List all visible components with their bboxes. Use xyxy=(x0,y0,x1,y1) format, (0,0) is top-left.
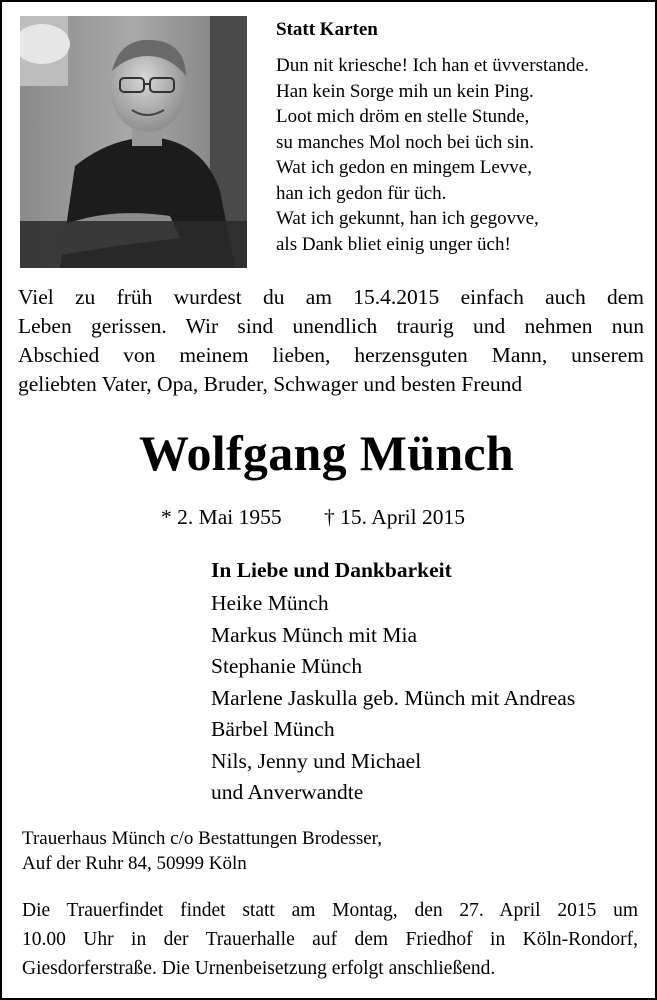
intro-line: Viel zu früh wurdest du am 15.4.2015 einfach auch dem xyxy=(18,285,644,309)
mourner-name: und Anverwandte xyxy=(211,780,364,804)
mourner-name: Stephanie Münch xyxy=(211,654,363,678)
poem-line: Han kein Sorge mih un kein Ping. xyxy=(276,80,534,102)
mourner-name: Heike Münch xyxy=(211,591,329,615)
poem-line: Wat ich gedon en mingem Levve, xyxy=(276,157,532,178)
poem-line: Dun nit kriesche! Ich han et üvverstande. xyxy=(276,55,589,76)
address-line: Trauerhaus Münch c/o Bestattungen Brodesser, xyxy=(22,828,382,849)
birth-date: * 2. Mai 1955 xyxy=(161,505,282,529)
mourners-heading: In Liebe und Dankbarkeit xyxy=(211,558,452,582)
ceremony-line: Die Trauerfindet findet statt am Montag, den 27. April 2015 um xyxy=(22,900,638,921)
ceremony-line: Giesdorferstraße. Die Urnenbeisetzung erfolgt anschließend. xyxy=(22,958,496,979)
ceremony-line: 10.00 Uhr in der Trauerhalle auf dem Friedhof in Köln-Rondorf, xyxy=(22,929,638,950)
mourners-list xyxy=(211,588,575,809)
poem xyxy=(276,53,589,257)
mourning-house-address xyxy=(22,826,382,876)
poem-line: su manches Mol noch bei üch sin. xyxy=(276,131,535,153)
intro-line: Abschied von meinem lieben, herzensguten Mann, unserem xyxy=(18,343,644,367)
mourner-name: Marlene Jaskulla geb. Münch mit Andreas xyxy=(211,685,576,710)
poem-line: Wat ich gekunnt, han ich gegovve, xyxy=(276,208,539,229)
intro-line: Leben gerissen. Wir sind unendlich traurig und nehmen nun xyxy=(18,314,644,338)
portrait-photo-icon xyxy=(20,16,247,268)
poem-heading: Statt Karten xyxy=(276,19,378,40)
death-date: † 15. April 2015 xyxy=(324,505,465,529)
ceremony-info xyxy=(22,896,638,983)
intro-line: geliebten Vater, Opa, Bruder, Schwager und besten Freund xyxy=(18,372,523,396)
intro-paragraph xyxy=(18,283,644,399)
deceased-name: Wolfgang Münch xyxy=(138,425,515,481)
mourner-name: Bärbel Münch xyxy=(211,717,335,741)
address-line: Auf der Ruhr 84, 50999 Köln xyxy=(22,853,247,874)
poem-line: Loot mich dröm en stelle Stunde, xyxy=(276,106,530,127)
mourner-name: Nils, Jenny und Michael xyxy=(211,748,422,773)
poem-line: als Dank bliet einig unger üch! xyxy=(276,233,511,255)
poem-line: han ich gedon für üch. xyxy=(276,182,447,204)
mourner-name: Markus Münch mit Mia xyxy=(211,622,418,647)
